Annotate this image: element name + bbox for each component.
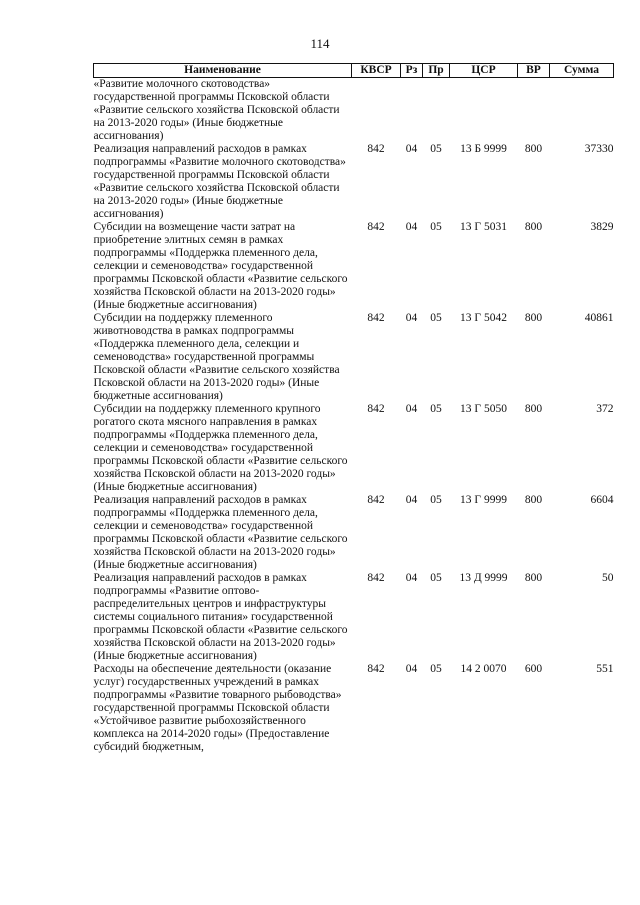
row-name: Реализация направлений расходов в рамках подпрограммы «Развитие молочного скотоводства» государственной программы Псковской области «Развитие сельского хозяйства Псковской области на 2013-2020 годы» (Иные бюджетные ассигнования) — [93, 143, 346, 220]
column-header-rz: Рз — [401, 64, 423, 78]
column-header-csr: ЦСР — [450, 64, 518, 78]
row-csr: 14 2 0070 — [460, 663, 507, 675]
row-kvsr: 842 — [367, 403, 385, 415]
row-sum: 6604 — [590, 494, 614, 506]
row-sum: 372 — [596, 403, 614, 415]
page-number: 114 — [310, 36, 330, 51]
row-sum: 50 — [602, 572, 614, 584]
row-kvsr: 842 — [367, 312, 385, 324]
row-kvsr: 842 — [367, 494, 385, 506]
row-csr: 13 Б 9999 — [460, 143, 507, 155]
row-rz: 04 — [405, 143, 418, 155]
row-rz: 04 — [405, 663, 418, 675]
row-rz: 04 — [405, 494, 418, 506]
row-csr: 13 Г 9999 — [460, 494, 507, 506]
row-name: Субсидии на возмещение части затрат на приобретение элитных семян в рамках подпрограммы «Поддержка племенного дела, селекции и семеноводства» государственной программы Псковской области «Развитие сельского хозяйства Псковской области на 2013-2020 годы» (Иные бюджетные ассигнования) — [93, 221, 348, 311]
row-csr: 13 Д 9999 — [459, 572, 508, 584]
table-row — [94, 78, 614, 144]
row-kvsr: 842 — [367, 572, 385, 584]
row-name: «Развитие молочного скотоводства» государственной программы Псковской области «Развитие сельского хозяйства Псковской области на 2013-2020 годы» (Иные бюджетные ассигнования) — [93, 78, 340, 142]
row-vr — [518, 78, 550, 144]
row-csr — [450, 78, 518, 144]
row-rz: 04 — [405, 221, 418, 233]
row-rz — [401, 78, 423, 144]
row-pr: 05 — [430, 403, 442, 415]
table-row — [94, 221, 614, 312]
table-row — [94, 143, 614, 221]
row-csr: 13 Г 5050 — [460, 403, 507, 415]
row-kvsr — [352, 78, 401, 144]
row-pr: 05 — [430, 221, 442, 233]
row-name: Субсидии на поддержку племенного животноводства в рамках подпрограммы «Поддержка племенного дела, селекции и семеноводства» государственной программы Псковской области «Развитие сельского хозяйства Псковской области на 2013-2020 годы» (Иные бюджетные ассигнования) — [93, 312, 340, 402]
row-pr: 05 — [430, 663, 442, 675]
column-header-name: Наименование — [94, 64, 352, 78]
column-header-pr: Пр — [423, 64, 450, 78]
row-name: Субсидии на поддержку племенного крупного рогатого скота мясного направления в рамках подпрограммы «Поддержка племенного дела, селекции и семеноводства» государственной программы Псковской области «Развитие сельского хозяйства Псковской области на 2013-2020 годы» (Иные бюджетные ассигнования) — [93, 403, 348, 493]
row-name: Реализация направлений расходов в рамках подпрограммы «Развитие оптово-распределительных центров и инфраструктуры системы социального питания» государственной программы Псковской области «Развитие сельского хозяйства Псковской области на 2013-2020 годы» (Иные бюджетные ассигнования) — [93, 572, 348, 662]
row-sum: 37330 — [584, 143, 614, 155]
row-pr: 05 — [430, 143, 442, 155]
row-vr: 800 — [524, 403, 543, 415]
row-rz: 04 — [405, 572, 418, 584]
row-vr: 800 — [524, 312, 543, 324]
row-csr: 13 Г 5031 — [460, 221, 507, 233]
row-kvsr: 842 — [367, 143, 385, 155]
row-kvsr: 842 — [367, 221, 385, 233]
row-csr: 13 Г 5042 — [460, 312, 507, 324]
row-sum: 551 — [596, 663, 614, 675]
table-row — [94, 663, 614, 754]
row-rz: 04 — [405, 312, 418, 324]
row-vr: 800 — [524, 494, 543, 506]
table-row — [94, 403, 614, 494]
column-header-vr: ВР — [518, 64, 550, 78]
row-vr: 800 — [524, 572, 543, 584]
row-vr: 800 — [524, 221, 543, 233]
row-name: Расходы на обеспечение деятельности (оказание услуг) государственных учреждений в рамках подпрограммы «Развитие товарного рыбоводства» государственной программы Псковской области «Устойчивое развитие рыбохозяйственного комплекса на 2014-2020 годы» (Предоставление субсидий бюджетным, — [93, 663, 342, 753]
row-pr: 05 — [430, 494, 442, 506]
table-row — [94, 312, 614, 403]
row-pr — [423, 78, 450, 144]
column-header-kvsr: КВСР — [352, 64, 401, 78]
table-row — [94, 494, 614, 572]
row-vr: 800 — [524, 143, 543, 155]
row-pr: 05 — [430, 572, 442, 584]
row-rz: 04 — [405, 403, 418, 415]
row-vr: 600 — [524, 663, 543, 675]
row-sum — [550, 78, 614, 144]
row-sum: 3829 — [590, 221, 614, 233]
table-header-row — [94, 64, 614, 78]
table-row — [94, 572, 614, 663]
budget-table — [93, 63, 614, 754]
row-name: Реализация направлений расходов в рамках подпрограммы «Поддержка племенного дела, селекции и семеноводства» государственной программы Псковской области «Развитие сельского хозяйства Псковской области на 2013-2020 годы» (Иные бюджетные ассигнования) — [93, 494, 348, 571]
row-pr: 05 — [430, 312, 442, 324]
row-kvsr: 842 — [367, 663, 385, 675]
column-header-sum: Сумма — [550, 64, 614, 78]
row-sum: 40861 — [584, 312, 614, 324]
